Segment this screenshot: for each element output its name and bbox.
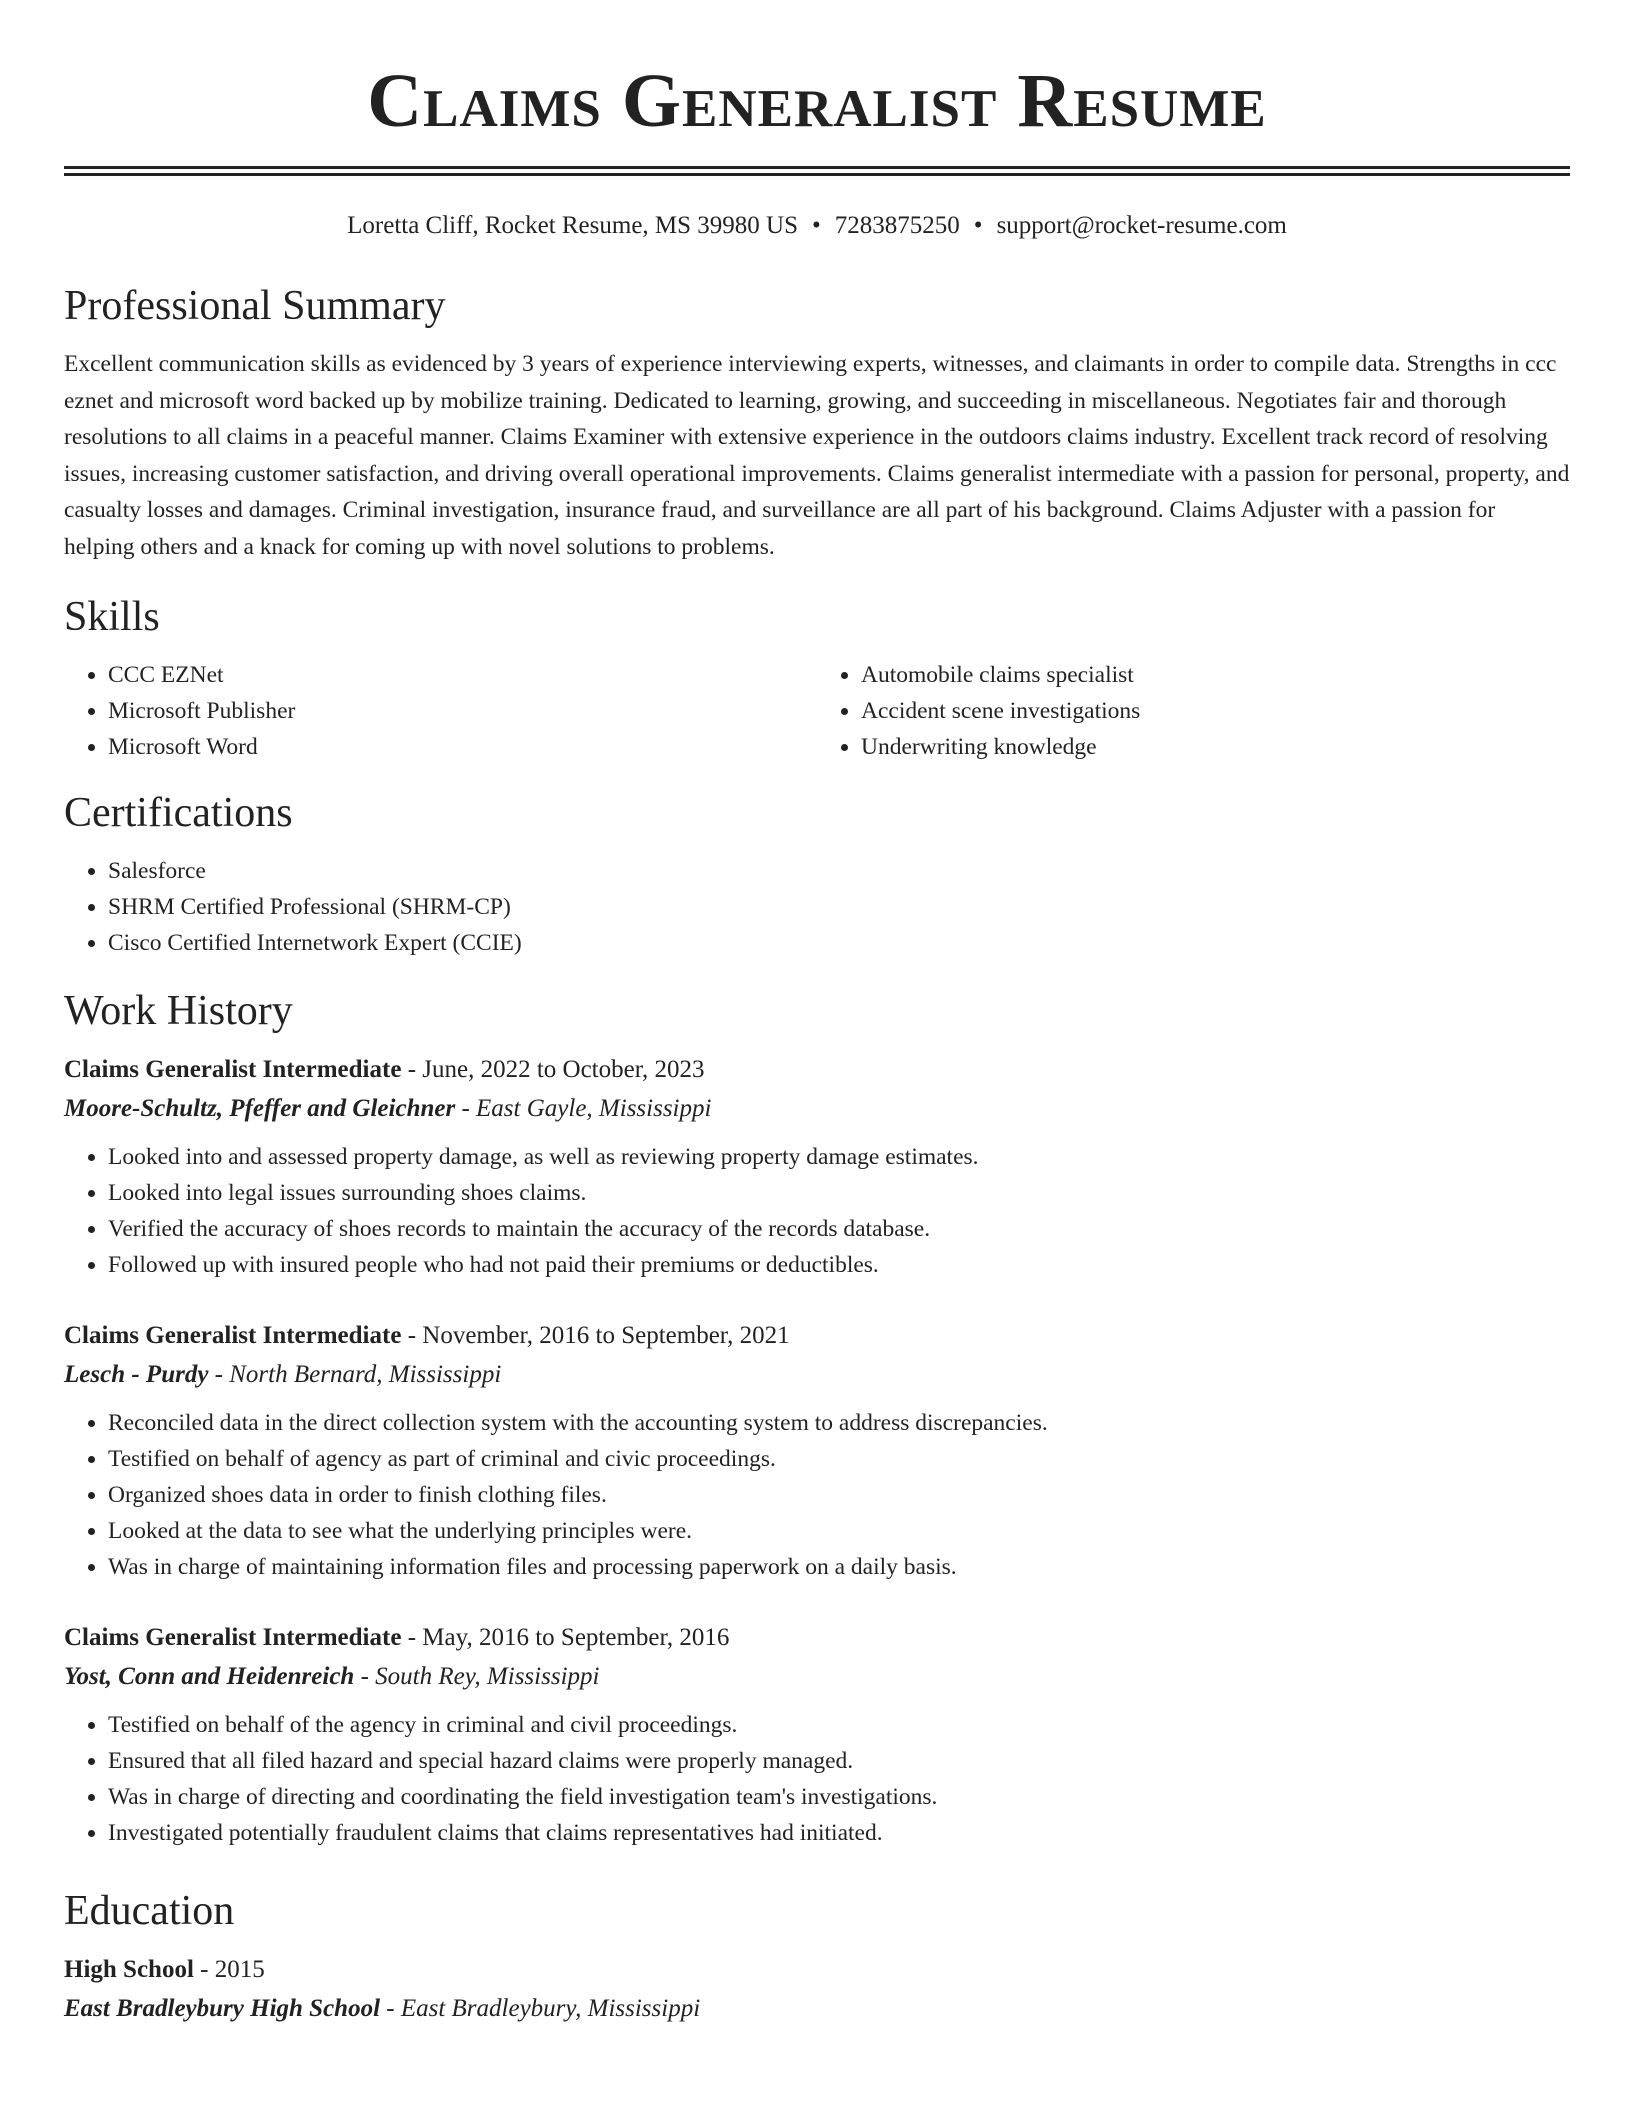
job-bullet: • Investigated potentially fraudulent claims that claims representatives had initiated.	[108, 1815, 1570, 1851]
skills-columns	[64, 657, 1570, 765]
job-entry	[64, 1051, 1570, 1283]
job-title: Claims Generalist Intermediate	[64, 1322, 402, 1349]
certifications-section	[64, 787, 1570, 961]
contact-separator: •	[812, 212, 821, 239]
contact-phone: 7283875250	[834, 212, 960, 239]
job-dates: - May, 2016 to September, 2016	[401, 1624, 730, 1651]
skills-right-list	[817, 657, 1570, 765]
skills-heading: Skills	[64, 594, 160, 640]
job-entry	[64, 1317, 1570, 1585]
job-title: Claims Generalist Intermediate	[64, 1624, 402, 1651]
employer-line	[64, 1355, 1570, 1395]
employer-location: - South Rey, Mississippi	[354, 1663, 600, 1690]
skill-item: • Microsoft Publisher	[108, 693, 817, 729]
skills-section	[64, 591, 1570, 765]
resume-title: Claims Generalist Resume	[367, 59, 1267, 143]
employer-name: Moore-Schultz, Pfeffer and Gleichner	[64, 1095, 456, 1122]
certification-item: • Cisco Certified Internetwork Expert (CCIE)	[108, 925, 1570, 961]
job-bullet: • Looked at the data to see what the underlying principles were.	[108, 1513, 1570, 1549]
job-title: Claims Generalist Intermediate	[64, 1056, 402, 1083]
job-bullets	[64, 1139, 1570, 1283]
contact-email: support@rocket-resume.com	[996, 212, 1287, 239]
employer-name: Yost, Conn and Heidenreich	[64, 1663, 355, 1690]
job-bullets	[64, 1707, 1570, 1851]
degree-year: - 2015	[193, 1956, 265, 1983]
school-location: - East Bradleybury, Mississippi	[380, 1995, 701, 2022]
job-bullet: • Verified the accuracy of shoes records to maintain the accuracy of the records database.	[108, 1211, 1570, 1247]
job-entry	[64, 1619, 1570, 1851]
employer-location: - East Gayle, Mississippi	[455, 1095, 712, 1122]
skill-item: • CCC EZNet	[108, 657, 817, 693]
certifications-heading: Certifications	[64, 790, 293, 836]
summary-section	[64, 280, 1570, 565]
contact-separator: •	[973, 212, 983, 239]
job-dates: - November, 2016 to September, 2021	[401, 1322, 790, 1349]
job-bullet: • Organized shoes data in order to finish clothing files.	[108, 1477, 1570, 1513]
job-bullet: • Testified on behalf of the agency in criminal and civil proceedings.	[108, 1707, 1570, 1743]
resume-page	[64, 0, 1570, 2029]
education-entry	[64, 1951, 1570, 2029]
employer-line	[64, 1089, 1570, 1129]
job-bullet: • Looked into and assessed property damage, as well as reviewing property damage estimates.	[108, 1139, 1570, 1175]
job-bullet: • Reconciled data in the direct collection system with the accounting system to address discrepancies.	[108, 1405, 1570, 1441]
title-divider	[64, 166, 1570, 176]
skill-item: • Underwriting knowledge	[861, 729, 1570, 765]
work-history-section	[64, 985, 1570, 1851]
job-title-line	[64, 1317, 1570, 1355]
school-line	[64, 1989, 1570, 2029]
skill-item: • Accident scene investigations	[861, 693, 1570, 729]
job-bullet: • Was in charge of maintaining information files and processing paperwork on a daily basis.	[108, 1549, 1570, 1585]
job-bullet: • Was in charge of directing and coordinating the field investigation team's investigations.	[108, 1779, 1570, 1815]
job-bullet: • Testified on behalf of agency as part of criminal and civic proceedings.	[108, 1441, 1570, 1477]
summary-text: Excellent communication skills as evidenced by 3 years of experience interviewing experts, witnesses, and claimants in order to compile data. Strengths in ccc eznet and microsoft word backed up by mobilize training. Dedicated to learning, growing, and succeeding in miscellaneous. Negotiates fair and thorough resolutions to all claims in a peaceful manner. Claims Examiner with extensive experience in the outdoors claims industry. Excellent track record of resolving issues, increasing customer satisfaction, and driving overall operational improvements. Claims generalist intermediate with a passion for personal, property, and casualty losses and damages. Criminal investigation, insurance fraud, and surveillance are all part of his background. Claims Adjuster with a passion for helping others and a knack for coming up with novel solutions to problems.	[64, 351, 1570, 560]
skills-left-list	[64, 657, 817, 765]
employer-name: Lesch - Purdy	[64, 1361, 209, 1388]
contact-line	[64, 210, 1570, 242]
education-heading: Education	[64, 1888, 235, 1934]
summary-heading: Professional Summary	[64, 283, 446, 329]
education-section	[64, 1885, 1570, 2029]
school-name: East Bradleybury High School	[64, 1995, 381, 2022]
certifications-list	[64, 853, 1570, 961]
job-dates: - June, 2022 to October, 2023	[401, 1056, 705, 1083]
degree-line	[64, 1951, 1570, 1989]
job-bullet: • Followed up with insured people who had not paid their premiums or deductibles.	[108, 1247, 1570, 1283]
job-title-line	[64, 1619, 1570, 1657]
job-bullet: • Ensured that all filed hazard and special hazard claims were properly managed.	[108, 1743, 1570, 1779]
employer-location: - North Bernard, Mississippi	[208, 1361, 502, 1388]
employer-line	[64, 1657, 1570, 1697]
certification-item: • SHRM Certified Professional (SHRM-CP)	[108, 889, 1570, 925]
degree-name: High School	[64, 1956, 194, 1983]
certification-item: • Salesforce	[108, 853, 1570, 889]
contact-address: Loretta Cliff, Rocket Resume, MS 39980 US	[347, 212, 799, 239]
job-bullet: • Looked into legal issues surrounding shoes claims.	[108, 1175, 1570, 1211]
skill-item: • Microsoft Word	[108, 729, 817, 765]
job-bullets	[64, 1405, 1570, 1585]
skill-item: • Automobile claims specialist	[861, 657, 1570, 693]
job-title-line	[64, 1051, 1570, 1089]
work-history-heading: Work History	[64, 988, 293, 1034]
